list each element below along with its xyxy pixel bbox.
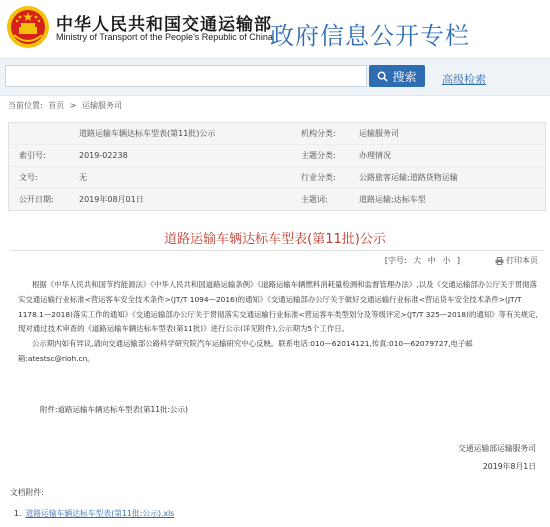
attachment-reference: 附件:道路运输车辆达标车型表(第11批:公示) bbox=[40, 405, 188, 414]
advanced-search-link[interactable]: 高级检索 bbox=[442, 73, 486, 86]
meta-row bbox=[9, 123, 545, 145]
meta-document-name: 道路运输车辆达标车型表(第11批)公示 bbox=[79, 129, 216, 138]
meta-index-value: 2019-02238 bbox=[79, 151, 128, 160]
meta-industry-label: 行业分类: bbox=[301, 173, 336, 182]
body-paragraph: 公示期内如有异议,请向交通运输部公路科学研究院汽车运输研究中心反映。联系电话:010—62014121,传真:010—62079727,电子邮箱:atestsc@rioh.cn。 bbox=[18, 339, 473, 363]
body-paragraph: 根据《中华人民共和国节约能源法》《中华人民共和国道路运输条例》《道路运输车辆燃料消耗量检测和监督管理办法》,以及《交通运输部办公厅关于贯彻落实交通运输行业标准<营运客车安全技术条件>(JT/T 1094—2016)的通知》《交通运输部办公厅关于做好交通运输行业标准<营运货车安全技术条件>(JT/T 1178.1—2018)落实工作的通知》《交通运输部办公厅关于贯彻落实交通运输行业标准<营运客车类型划分及等级评定>(JT/T 325—2018)的通知》等有关规定,现对通过技术审查的《道路运输车辆达标车型表(第11批)》进行公示(详见附件),公示期为5个工作日。 bbox=[18, 280, 538, 334]
print-label: 打印本页 bbox=[506, 256, 538, 265]
font-size-large[interactable]: 大 bbox=[413, 256, 422, 265]
attachment-number: 1. bbox=[14, 509, 22, 518]
meta-doc-no-label: 文号: bbox=[19, 173, 38, 182]
font-size-close: ] bbox=[456, 256, 460, 265]
meta-topic-value: 办理情况 bbox=[359, 151, 391, 160]
meta-topic-label: 主题分类: bbox=[301, 151, 336, 160]
meta-industry-value: 公路旅客运输;道路货物运输 bbox=[359, 173, 458, 182]
search-button[interactable] bbox=[369, 65, 425, 87]
breadcrumb-prefix: 当前位置: bbox=[8, 101, 43, 110]
document-body bbox=[18, 278, 538, 367]
meta-pub-date-value: 2019年08月01日 bbox=[79, 195, 144, 204]
meta-pub-date-label: 公开日期: bbox=[19, 195, 54, 204]
search-input[interactable] bbox=[5, 65, 367, 87]
meta-doc-no-value: 无 bbox=[79, 173, 87, 182]
ministry-name-cn: 中华人民共和国交通运输部 bbox=[56, 15, 272, 35]
font-size-medium[interactable]: 中 bbox=[427, 256, 436, 265]
meta-keywords-label: 主题词: bbox=[301, 195, 328, 204]
meta-row bbox=[9, 145, 545, 167]
print-button[interactable] bbox=[495, 255, 538, 266]
meta-row bbox=[9, 189, 545, 210]
font-size-small[interactable]: 小 bbox=[442, 256, 451, 265]
printer-icon bbox=[495, 257, 504, 265]
document-toolbar bbox=[10, 250, 544, 267]
meta-org-value: 运输服务司 bbox=[359, 129, 399, 138]
search-icon bbox=[377, 71, 388, 82]
portal-title: 政府信息公开专栏 bbox=[270, 22, 470, 50]
ministry-name-en: Ministry of Transport of the People's Republic of China bbox=[56, 32, 273, 42]
breadcrumb-home[interactable]: 首页 bbox=[48, 101, 65, 110]
document-meta-table bbox=[8, 122, 546, 211]
attachment-link[interactable]: 道路运输车辆达标车型表(第11批:公示).xls bbox=[25, 509, 175, 518]
search-button-label: 搜索 bbox=[392, 69, 417, 84]
font-size-control bbox=[385, 255, 464, 266]
search-bar bbox=[0, 58, 550, 96]
meta-row bbox=[9, 167, 545, 189]
signing-date: 2019年8月1日 bbox=[482, 462, 536, 471]
document-title: 道路运输车辆达标车型表(第11批)公示 bbox=[164, 232, 386, 247]
attachments-label: 文档附件: bbox=[10, 488, 44, 497]
breadcrumb-current[interactable]: 运输服务司 bbox=[82, 101, 123, 110]
attachment-item bbox=[14, 508, 174, 519]
emblem-icon bbox=[6, 5, 50, 49]
breadcrumb bbox=[8, 100, 125, 111]
site-header bbox=[0, 0, 550, 58]
meta-index-label: 索引号: bbox=[19, 151, 46, 160]
meta-keywords-value: 道路运输;达标车型 bbox=[359, 195, 426, 204]
breadcrumb-separator: > bbox=[69, 101, 77, 110]
font-size-label: [字号: bbox=[384, 256, 407, 265]
signing-organization: 交通运输部运输服务司 bbox=[458, 444, 536, 453]
meta-org-label: 机构分类: bbox=[301, 129, 336, 138]
